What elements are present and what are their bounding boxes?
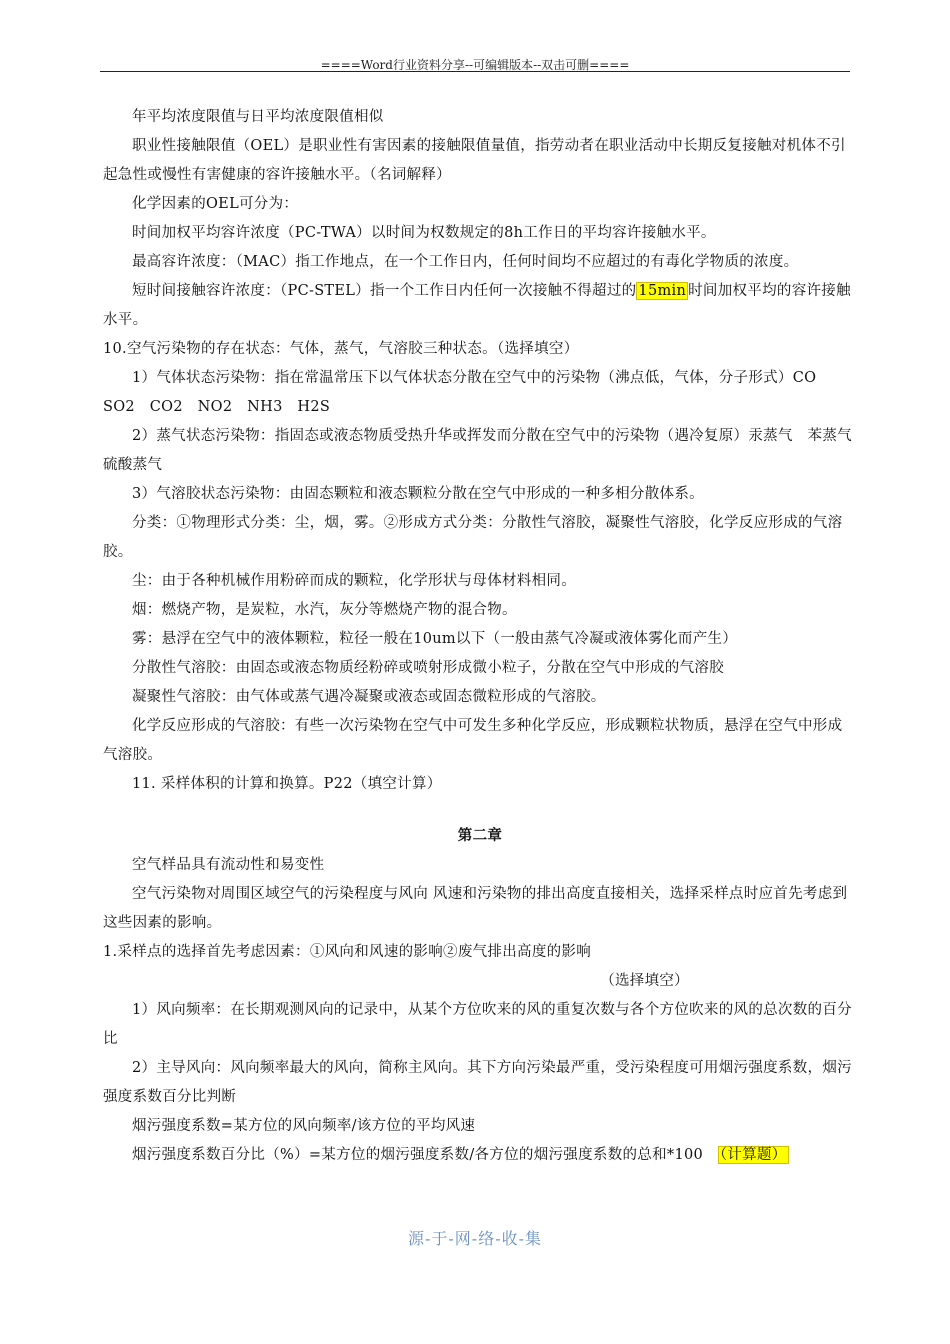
text-run: 短时间接触容许浓度：（PC-STEL）指一个工作日内任何一次接触不得超过的: [132, 283, 637, 299]
highlighted-text: （计算题）: [719, 1147, 787, 1163]
paragraph-pc-stel: [103, 277, 857, 335]
paragraph: 1）气体状态污染物：指在常温常压下以气体状态分散在空气中的污染物（沸点低，气体，分子形式）CO SO2 CO2 NO2 NH3 H2S: [103, 370, 832, 415]
paragraph: 分类：①物理形式分类：尘，烟，雾。②形成方式分类：分散性气溶胶，凝聚性气溶胶，化学反应形成的气溶胶。: [103, 515, 843, 560]
paragraph: 雾：悬浮在空气中的液体颗粒，粒径一般在10um以下（一般由蒸气冷凝或液体雾化而产生）: [132, 631, 738, 647]
paragraph: 空气污染物对周围区域空气的污染程度与风向 风速和污染物的排出高度直接相关，选择采样点时应首先考虑到这些因素的影响。: [103, 886, 848, 931]
paragraph-formula: 烟污强度系数=某方位的风向频率/该方位的平均风速: [132, 1118, 476, 1134]
paragraph: 化学反应形成的气溶胶：有些一次污染物在空气中可发生多种化学反应，形成颗粒状物质，悬浮在空气中形成气溶胶。: [103, 718, 843, 763]
paragraph-pc-twa: 时间加权平均容许浓度（PC-TWA）以时间为权数规定的8h工作日的平均容许接触水平。: [132, 225, 716, 241]
page-header: ====Word行业资料分享--可编辑版本--双击可删====: [320, 58, 630, 72]
paragraph: 化学因素的OEL可分为：: [132, 196, 299, 212]
paragraph-note: （选择填空）: [600, 973, 689, 989]
paragraph-mac: 最高容许浓度：（MAC）指工作地点，在一个工作日内，任何时间均不应超过的有毒化学物质的浓度。: [132, 254, 799, 270]
document-body: [103, 103, 867, 1170]
paragraph: 1）风向频率：在长期观测风向的记录中，从某个方位吹来的风的重复次数与各个方位吹来的风的总次数的百分比: [103, 1002, 852, 1047]
paragraph: 烟：燃烧产物，是炭粒，水汽，灰分等燃烧产物的混合物。: [132, 602, 517, 618]
paragraph: 3）气溶胶状态污染物：由固态颗粒和液态颗粒分散在空气中形成的一种多相分散体系。: [132, 486, 704, 502]
highlighted-text: 15min: [638, 283, 687, 299]
page-footer: 源-于-网-络-收-集: [407, 1229, 543, 1248]
paragraph-item-11: 11. 采样体积的计算和换算。P22（填空计算）: [132, 776, 442, 792]
paragraph-item-10: 10.空气污染物的存在状态：气体，蒸气，气溶胶三种状态。（选择填空）: [103, 341, 579, 357]
text-run: 烟污强度系数百分比（%）=某方位的烟污强度系数/各方位的烟污强度系数的总和*100: [132, 1147, 718, 1163]
paragraph-item-1: 1.采样点的选择首先考虑因素：①风向和风速的影响②废气排出高度的影响: [103, 944, 592, 960]
paragraph-oel-definition: 职业性接触限值（OEL）是职业性有害因素的接触限值量值，指劳动者在职业活动中长期反复接触对机体不引起急性或慢性有害健康的容许接触水平。（名词解释）: [103, 138, 846, 183]
chapter-heading: 第二章: [457, 827, 503, 844]
paragraph: 分散性气溶胶：由固态或液态物质经粉碎或喷射形成微小粒子，分散在空气中形成的气溶胶: [132, 660, 724, 676]
paragraph: 2）主导风向：风向频率最大的风向，简称主风向。其下方向污染最严重，受污染程度可用烟污强度系数，烟污强度系数百分比判断: [103, 1060, 852, 1105]
paragraph: 2）蒸气状态污染物：指固态或液态物质受热升华或挥发而分散在空气中的污染物（遇冷复原）汞蒸气 苯蒸气 硫酸蒸气: [103, 428, 867, 473]
paragraph-formula: [103, 1141, 857, 1170]
paragraph: 空气样品具有流动性和易变性: [132, 857, 325, 873]
text-run: 时间加权平均的容许接触水平。: [103, 283, 851, 328]
header-divider: [100, 71, 850, 72]
paragraph: 年平均浓度限值与日平均浓度限值相似: [132, 109, 384, 125]
paragraph: 尘：由于各种机械作用粉碎而成的颗粒，化学形状与母体材料相同。: [132, 573, 576, 589]
paragraph: 凝聚性气溶胶：由气体或蒸气遇冷凝聚或液态或固态微粒形成的气溶胶。: [132, 689, 606, 705]
